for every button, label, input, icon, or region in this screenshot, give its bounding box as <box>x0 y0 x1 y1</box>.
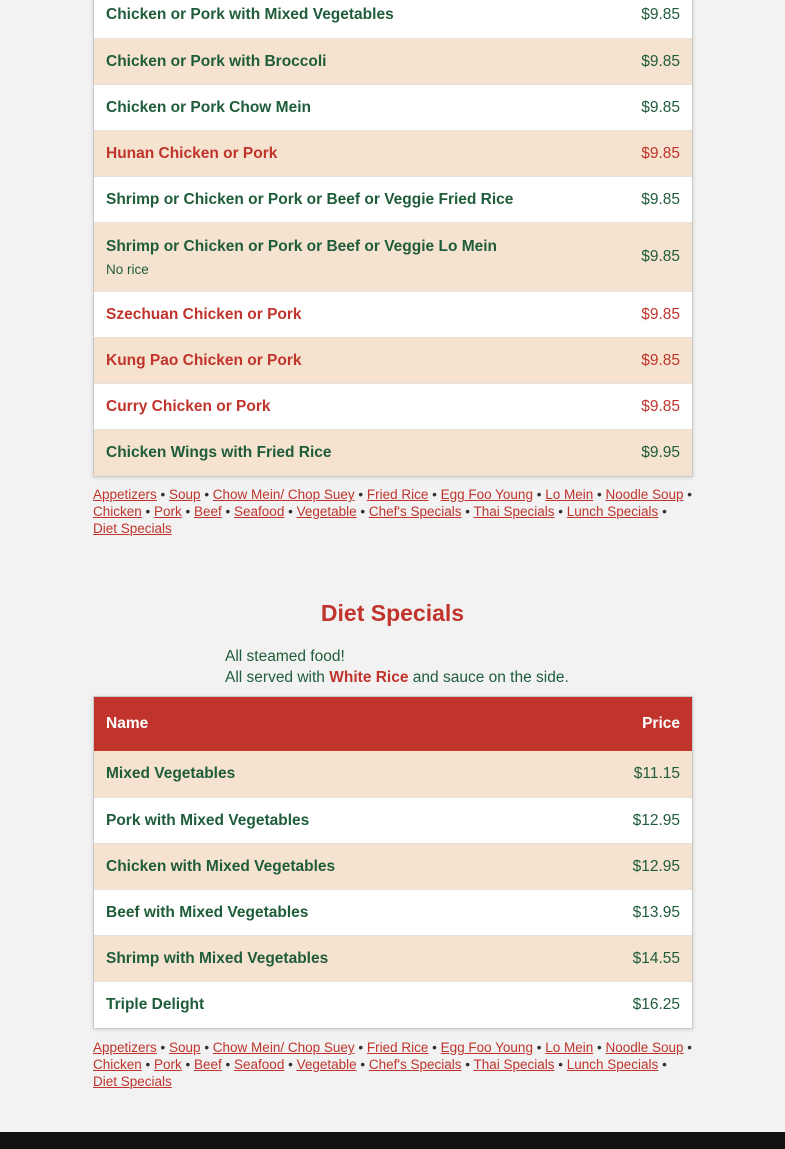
menu-item-price: $9.85 <box>641 248 680 265</box>
diet-note <box>225 646 569 688</box>
nav-separator: • <box>532 487 546 502</box>
menu-item <box>106 6 394 24</box>
menu-item-name: Shrimp or Chicken or Pork or Beef or Veggie Fried Rice <box>106 190 514 208</box>
nav-link-lunch-specials[interactable]: Lunch Specials <box>566 1057 659 1072</box>
nav-link-diet-specials[interactable]: Diet Specials <box>93 521 172 536</box>
menu-item-price: $12.95 <box>632 811 680 829</box>
nav-separator: • <box>221 1057 235 1072</box>
menu-row <box>94 292 692 338</box>
menu-item <box>106 306 302 324</box>
nav-link-soup[interactable]: Soup <box>169 1040 201 1055</box>
nav-separator: • <box>141 1057 155 1072</box>
menu-item-price: $9.85 <box>641 52 680 70</box>
menu-item <box>106 99 311 117</box>
header-name: Name <box>106 715 149 732</box>
menu-item-note: No rice <box>106 261 149 277</box>
nav-link-vegetable[interactable]: Vegetable <box>296 1057 357 1072</box>
nav-link-chicken[interactable]: Chicken <box>93 504 142 519</box>
category-nav <box>93 486 693 537</box>
menu-row <box>94 384 692 430</box>
nav-separator: • <box>532 1040 546 1055</box>
menu-item-price: $11.15 <box>633 765 680 782</box>
nav-link-egg-foo-young[interactable]: Egg Foo Young <box>440 487 533 502</box>
nav-link-soup[interactable]: Soup <box>169 487 201 502</box>
menu-item-name: Chicken Wings with Fried Rice <box>106 444 332 461</box>
menu-item-name: Szechuan Chicken or Pork <box>106 305 302 323</box>
menu-item <box>106 765 235 783</box>
nav-separator: • <box>658 1057 667 1072</box>
nav-separator: • <box>284 504 297 519</box>
section-title: Diet Specials <box>320 600 465 626</box>
nav-separator: • <box>593 1040 606 1055</box>
menu-item <box>106 191 513 209</box>
menu-item-price: $9.85 <box>641 144 680 162</box>
menu-item-name: Beef with Mixed Vegetables <box>106 903 309 921</box>
nav-separator: • <box>354 1040 367 1055</box>
nav-separator: • <box>683 487 692 502</box>
menu-row <box>94 430 692 476</box>
nav-link-beef[interactable]: Beef <box>194 504 222 519</box>
menu-item-name: Kung Pao Chicken or Pork <box>106 351 302 369</box>
nav-separator: • <box>141 504 155 519</box>
menu-item-price: $12.95 <box>632 857 680 875</box>
nav-separator: • <box>683 1040 692 1055</box>
diet-table <box>93 696 693 1029</box>
menu-row <box>94 751 692 798</box>
menu-item-price: $9.85 <box>641 190 680 208</box>
menu-item <box>106 812 309 830</box>
nav-link-chef-s-specials[interactable]: Chef's Specials <box>368 504 462 519</box>
menu-item <box>106 904 308 922</box>
nav-separator: • <box>461 1057 474 1072</box>
nav-link-thai-specials[interactable]: Thai Specials <box>473 1057 555 1072</box>
menu-item-name: Hunan Chicken or Pork <box>106 144 278 162</box>
menu-row <box>94 131 692 177</box>
nav-link-diet-specials[interactable]: Diet Specials <box>93 1074 172 1089</box>
nav-link-chow-mein-chop-suey[interactable]: Chow Mein/ Chop Suey <box>212 487 355 502</box>
nav-link-beef[interactable]: Beef <box>194 1057 222 1072</box>
menu-item-price: $13.95 <box>632 903 680 921</box>
menu-row <box>94 85 692 131</box>
nav-link-chef-s-specials[interactable]: Chef's Specials <box>368 1057 462 1072</box>
diet-table-header <box>94 697 692 751</box>
menu-item-name: Chicken or Pork with Broccoli <box>106 52 327 70</box>
nav-link-lo-mein[interactable]: Lo Mein <box>545 487 594 502</box>
menu-item-name: Triple Delight <box>106 996 205 1013</box>
menu-row <box>94 338 692 384</box>
nav-link-seafood[interactable]: Seafood <box>234 1057 285 1072</box>
menu-item <box>106 238 497 277</box>
nav-separator: • <box>181 1057 195 1072</box>
nav-link-thai-specials[interactable]: Thai Specials <box>473 504 555 519</box>
nav-separator: • <box>554 1057 567 1072</box>
menu-item-price: $14.55 <box>632 949 680 967</box>
diet-table-section <box>93 696 693 1029</box>
menu-item <box>106 996 204 1014</box>
nav-link-noodle-soup[interactable]: Noodle Soup <box>605 1040 684 1055</box>
menu-item-name: Chicken or Pork with Mixed Vegetables <box>106 5 394 23</box>
menu-item-price: $9.85 <box>641 98 680 116</box>
menu-item <box>106 352 302 370</box>
nav-separator: • <box>658 504 667 519</box>
nav-separator: • <box>200 1040 213 1055</box>
nav-link-pork[interactable]: Pork <box>154 504 182 519</box>
header-price: Price <box>642 715 680 732</box>
nav-link-seafood[interactable]: Seafood <box>234 504 285 519</box>
nav-link-fried-rice[interactable]: Fried Rice <box>366 487 429 502</box>
nav-link-noodle-soup[interactable]: Noodle Soup <box>605 487 684 502</box>
nav-link-chow-mein-chop-suey[interactable]: Chow Mein/ Chop Suey <box>212 1040 355 1055</box>
nav-link-egg-foo-young[interactable]: Egg Foo Young <box>440 1040 533 1055</box>
menu-row <box>94 39 692 85</box>
menu-row <box>94 844 692 890</box>
menu-item-name: Chicken with Mixed Vegetables <box>106 857 336 875</box>
nav-separator: • <box>284 1057 297 1072</box>
note-after: and sauce on the side. <box>412 669 569 686</box>
nav-separator: • <box>356 504 369 519</box>
menu-item-price: $9.95 <box>641 444 680 461</box>
nav-link-appetizers[interactable]: Appetizers <box>93 1040 157 1055</box>
menu-item-name: Shrimp or Chicken or Pork or Beef or Veggie Lo Mein <box>106 237 498 255</box>
menu-item-price: $16.25 <box>632 996 680 1013</box>
menu-item-price: $9.85 <box>641 397 680 415</box>
menu-item <box>106 950 328 968</box>
nav-link-vegetable[interactable]: Vegetable <box>296 504 357 519</box>
menu-row <box>94 0 692 39</box>
menu-item-name: Curry Chicken or Pork <box>106 397 271 415</box>
menu-item <box>106 145 277 163</box>
menu-item-price: $9.85 <box>641 351 680 369</box>
menu-item <box>106 53 327 71</box>
nav-separator: • <box>554 504 567 519</box>
note-highlight: White Rice <box>329 669 409 686</box>
menu-item-name: Pork with Mixed Vegetables <box>106 811 310 829</box>
menu-row <box>94 177 692 223</box>
nav-separator: • <box>200 487 213 502</box>
footer-bar <box>0 1132 785 1149</box>
nav-link-pork[interactable]: Pork <box>154 1057 182 1072</box>
menu-item <box>106 858 335 876</box>
nav-separator: • <box>354 487 367 502</box>
menu-item-name: Shrimp with Mixed Vegetables <box>106 949 329 967</box>
menu-row <box>94 982 692 1028</box>
nav-separator: • <box>156 1040 170 1055</box>
menu-row <box>94 890 692 936</box>
menu-item <box>106 444 332 462</box>
category-nav-bottom <box>93 1039 693 1090</box>
note-line-1: All steamed food! <box>225 648 345 665</box>
nav-link-lo-mein[interactable]: Lo Mein <box>545 1040 594 1055</box>
note-before: All served with <box>225 669 325 686</box>
note-line-2 <box>225 667 569 688</box>
nav-separator: • <box>428 1040 441 1055</box>
menu-row <box>94 223 692 292</box>
nav-separator: • <box>356 1057 369 1072</box>
nav-separator: • <box>181 504 195 519</box>
menu-item-name: Mixed Vegetables <box>106 765 236 782</box>
nav-separator: • <box>156 487 170 502</box>
nav-link-appetizers[interactable]: Appetizers <box>93 487 157 502</box>
menu-item-price: $9.85 <box>641 305 680 323</box>
nav-link-chicken[interactable]: Chicken <box>93 1057 142 1072</box>
menu-table <box>93 0 693 477</box>
menu-item <box>106 398 271 416</box>
menu-item-name: Chicken or Pork Chow Mein <box>106 98 311 116</box>
nav-link-lunch-specials[interactable]: Lunch Specials <box>566 504 659 519</box>
menu-item-price: $9.85 <box>641 5 680 23</box>
menu-row <box>94 798 692 844</box>
nav-separator: • <box>461 504 474 519</box>
nav-separator: • <box>428 487 441 502</box>
nav-separator: • <box>221 504 235 519</box>
nav-separator: • <box>593 487 606 502</box>
nav-link-fried-rice[interactable]: Fried Rice <box>366 1040 429 1055</box>
menu-row <box>94 936 692 982</box>
menu-table-section <box>93 0 693 477</box>
